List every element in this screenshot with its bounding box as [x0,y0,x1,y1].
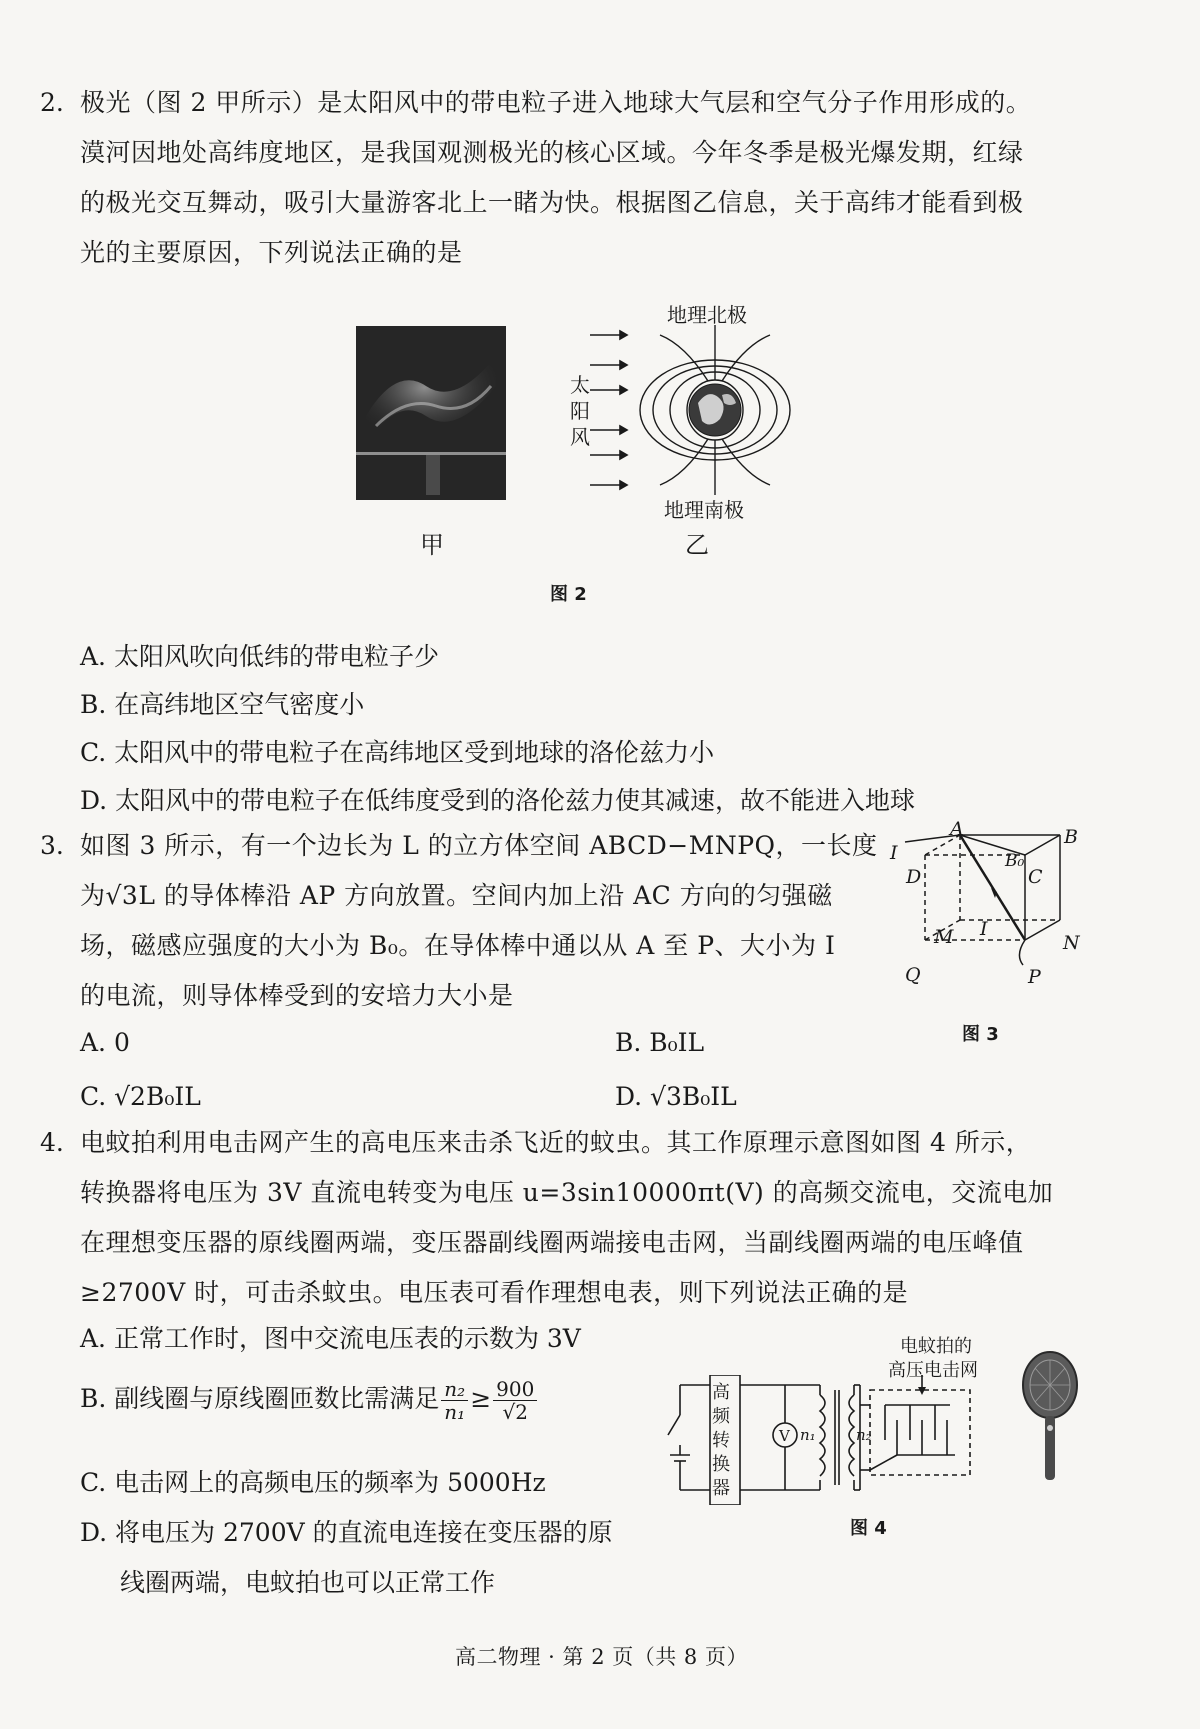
q3-option-c[interactable]: C. √2B₀IL [80,1082,201,1111]
ratio-900-sqrt2: $\frac{900}{√2}$ [493,1378,537,1423]
q4-text-line-2: 转换器将电压为 3V 直流电转变为电压 u=3sin10000πt(V) 的高频交流电，交流电加 [80,1178,1054,1207]
q4-text-line-1: 电蚊拍利用电击网产生的高电压来击杀飞近的蚊虫。其工作原理示意图如图 4 所示， [80,1128,1032,1157]
vertex-B: B [1064,826,1078,848]
fig4-title-2: 高压电击网 [888,1360,978,1381]
q3-text-line-4: 的电流，则导体棒受到的安培力大小是 [80,981,514,1010]
aurora-photo [356,326,506,500]
earth-magnetic-field-diagram [590,325,800,495]
q3-text-line-2: 为√3L 的导体棒沿 AP 方向放置。空间内加上沿 AC 方向的匀强磁 [80,881,833,910]
converter-label-3: 转 [712,1430,730,1451]
q4-text-line-4: ≥2700V 时，可击杀蚊虫。电压表可看作理想电表，则下列说法正确的是 [80,1278,909,1307]
label-solar-wind-3: 风 [570,425,590,449]
label-solar-wind-2: 阳 [570,399,590,423]
coil-n2-label: n₂ [856,1426,872,1444]
fig2-sub-yi: 乙 [685,531,709,559]
current-label-incoming: I [890,842,898,864]
ge-sign: ≥ [470,1384,492,1413]
converter-label-5: 器 [712,1478,730,1499]
q3-text-line-3: 场，磁感应强度的大小为 B₀。在导体棒中通以从 A 至 P、大小为 I [80,931,836,960]
q4-option-d-line-1[interactable]: D. 将电压为 2700V 的直流电连接在变压器的原 [80,1518,613,1547]
q3-option-a[interactable]: A. 0 [80,1028,130,1057]
converter-label-4: 换 [712,1454,730,1475]
q4-option-c[interactable]: C. 电击网上的高频电压的频率为 5000Hz [80,1468,546,1497]
ratio-n2-n1: $\frac{\text{n₂}}{\text{n₁}}$ [441,1378,468,1423]
q2-option-d[interactable]: D. 太阳风中的带电粒子在低纬度受到的洛伦兹力使其减速，故不能进入地球 [80,786,916,815]
q3-text-line-1: 如图 3 所示，有一个边长为 L 的立方体空间 ABCD−MNPQ，一长度 [80,831,878,860]
fig4-caption: 图 4 [850,1518,887,1539]
fig4-title-1: 电蚊拍的 [900,1336,972,1357]
q4-option-b[interactable] [80,1378,539,1423]
converter-label-2: 频 [712,1406,730,1427]
q3-option-b[interactable]: B. B₀IL [615,1028,705,1057]
q2-number: 2. [40,88,64,117]
fig2-caption: 图 2 [550,584,587,605]
q4-text-line-3: 在理想变压器的原线圈两端，变压器副线圈两端接电击网，当副线圈两端的电压峰值 [80,1228,1024,1257]
label-solar-wind-1: 太 [570,373,590,397]
q4-number: 4. [40,1128,64,1157]
vertex-A: A [950,818,964,840]
circuit-diagram [660,1375,990,1505]
q4-option-b-prefix: B. 副线圈与原线圈匝数比需满足 [80,1384,440,1413]
voltmeter-label: V [779,1427,790,1445]
coil-n1-label: n₁ [800,1426,816,1444]
page-footer: 高二物理 · 第 2 页（共 8 页） [455,1645,748,1669]
vertex-D: D [906,866,922,888]
vertex-Q: Q [905,964,921,986]
vertex-M: M [934,926,954,948]
fig3-caption: 图 3 [962,1024,999,1045]
q2-text-line-1: 极光（图 2 甲所示）是太阳风中的带电粒子进入地球大气层和空气分子作用形成的。 [80,88,1032,117]
converter-label-1: 高 [712,1382,730,1403]
q4-option-d-line-2: 线圈两端，电蚊拍也可以正常工作 [120,1568,496,1597]
field-label: B₀ [1005,851,1025,871]
vertex-N: N [1063,932,1080,954]
mosquito-racket-image [1020,1350,1080,1485]
label-geo-south: 地理南极 [664,498,744,522]
vertex-C: C [1028,866,1043,888]
q2-text-line-4: 光的主要原因，下列说法正确的是 [80,238,463,267]
label-geo-north: 地理北极 [667,303,747,327]
q2-option-b[interactable]: B. 在高纬地区空气密度小 [80,690,365,719]
fig2-sub-jia: 甲 [420,531,444,559]
q2-text-line-2: 漠河因地处高纬度地区，是我国观测极光的核心区域。今年冬季是极光爆发期，红绿 [80,138,1024,167]
q4-option-a[interactable]: A. 正常工作时，图中交流电压表的示数为 3V [80,1324,581,1353]
q2-option-a[interactable]: A. 太阳风吹向低纬的带电粒子少 [80,642,439,671]
q3-option-d[interactable]: D. √3B₀IL [615,1082,737,1111]
q2-option-c[interactable]: C. 太阳风中的带电粒子在高纬地区受到地球的洛伦兹力小 [80,738,715,767]
q2-text-line-3: 的极光交互舞动，吸引大量游客北上一睹为快。根据图乙信息，关于高纬才能看到极 [80,188,1024,217]
q3-number: 3. [40,831,64,860]
current-label-rod: I [980,918,988,940]
vertex-P: P [1028,966,1041,988]
